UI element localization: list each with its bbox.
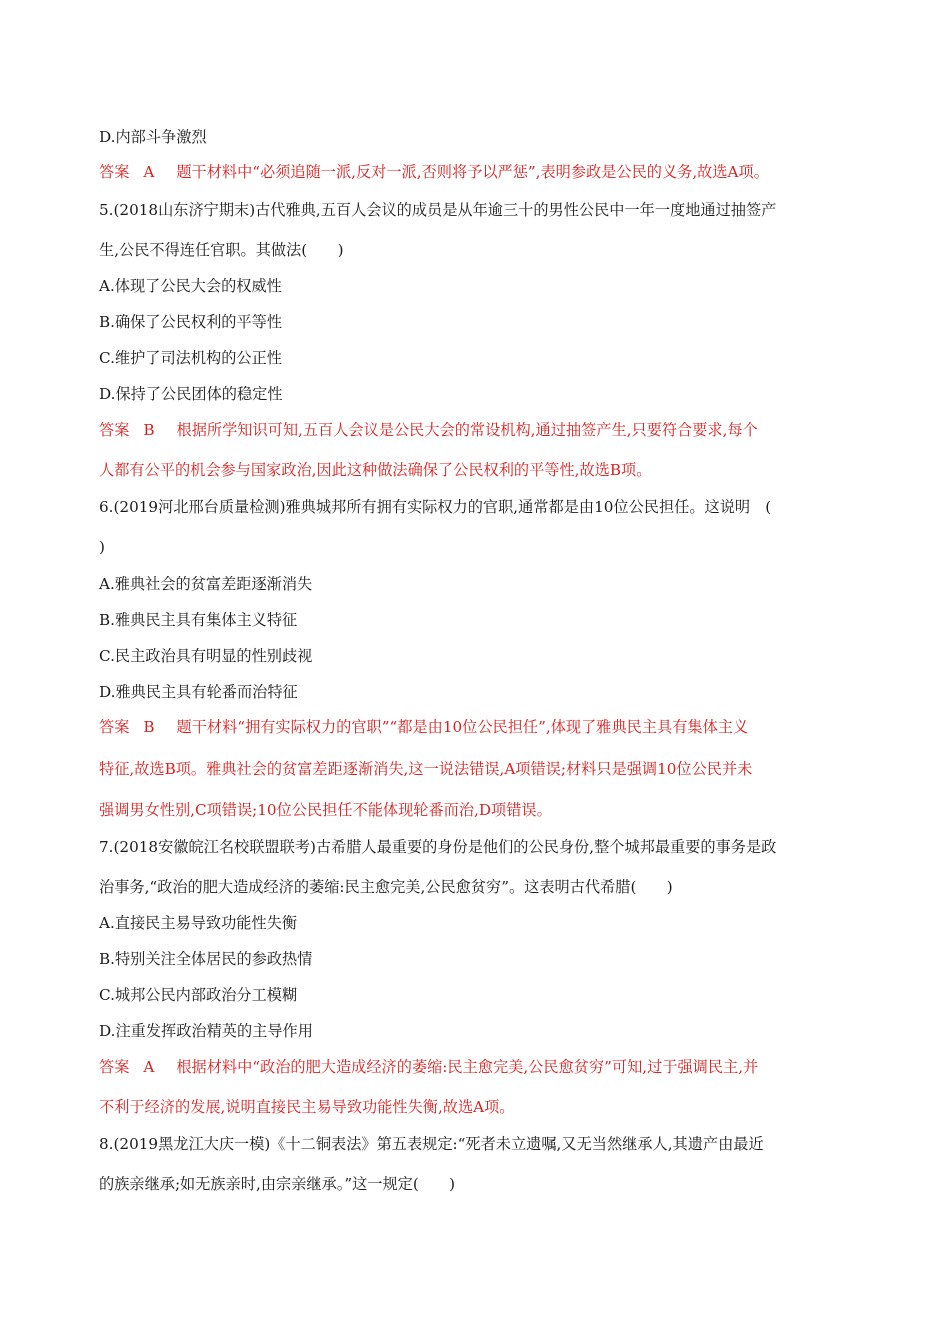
q6-answer-line-2: 特征,故选B项。雅典社会的贫富差距逐渐消失,这一说法错误,A项错误;材料只是强调10位公民并未 <box>99 760 753 778</box>
q7-stem-line-2: 治事务,“政治的肥大造成经济的萎缩:民主愈完美,公民愈贫穷”。这表明古代希腊( ) <box>99 878 673 896</box>
q6-stem-line-1: 6.(2019河北邢台质量检测)雅典城邦所有拥有实际权力的官职,通常都是由10位公民担任。这说明 ( <box>99 498 772 516</box>
answer-letter: B <box>143 421 155 439</box>
q4-answer <box>99 161 854 183</box>
q6-option-a: A.雅典社会的贫富差距逐渐消失 <box>99 575 313 593</box>
answer-letter: A <box>143 163 155 181</box>
q7-option-b: B.特别关注全体居民的参政热情 <box>99 950 313 968</box>
q5-option-c: C.维护了司法机构的公正性 <box>99 349 282 367</box>
q5-option-d: D.保持了公民团体的稳定性 <box>99 385 283 403</box>
q5-option-a: A.体现了公民大会的权威性 <box>99 277 282 295</box>
q7-option-c: C.城邦公民内部政治分工模糊 <box>99 986 298 1004</box>
q7-option-a: A.直接民主易导致功能性失衡 <box>99 914 298 932</box>
q8-stem-line-1: 8.(2019黑龙江大庆一模)《十二铜表法》第五表规定:“死者未立遗嘱,又无当然继承人,其遗产由最近 <box>99 1135 764 1153</box>
answer-label: 答案 <box>99 718 130 736</box>
answer-label: 答案 <box>99 1058 130 1076</box>
answer-label: 答案 <box>99 163 130 181</box>
q5-answer-line-2: 人都有公平的机会参与国家政治,因此这种做法确保了公民权利的平等性,故选B项。 <box>99 461 652 479</box>
q6-answer-line-1 <box>99 716 854 738</box>
q8-stem-line-2: 的族亲继承;如无族亲时,由宗亲继承。”这一规定( ) <box>99 1175 456 1193</box>
answer-letter: A <box>143 1058 155 1076</box>
answer-explanation: 题干材料“拥有实际权力的官职”“都是由10位公民担任”,体现了雅典民主具有集体主义 <box>176 718 749 736</box>
answer-label: 答案 <box>99 421 130 439</box>
answer-letter: B <box>143 718 155 736</box>
q7-answer-line-2: 不利于经济的发展,说明直接民主易导致功能性失衡,故选A项。 <box>99 1098 515 1116</box>
q6-option-d: D.雅典民主具有轮番而治特征 <box>99 683 298 701</box>
q6-stem-line-2: ) <box>99 538 105 556</box>
q5-option-b: B.确保了公民权利的平等性 <box>99 313 283 331</box>
q6-answer-line-3: 强调男女性别,C项错误;10位公民担任不能体现轮番而治,D项错误。 <box>99 801 552 819</box>
q7-option-d: D.注重发挥政治精英的主导作用 <box>99 1022 313 1040</box>
answer-explanation: 根据材料中“政治的肥大造成经济的萎缩:民主愈完美,公民愈贫穷”可知,过于强调民主,并 <box>176 1058 759 1076</box>
q7-stem-line-1: 7.(2018安徽皖江名校联盟联考)古希腊人最重要的身份是他们的公民身份,整个城邦最重要的事务是政 <box>99 838 777 856</box>
q5-stem-line-1: 5.(2018山东济宁期末)古代雅典,五百人会议的成员是从年逾三十的男性公民中一年一度地通过抽签产 <box>99 201 777 219</box>
q6-option-c: C.民主政治具有明显的性别歧视 <box>99 647 313 665</box>
q6-option-b: B.雅典民主具有集体主义特征 <box>99 611 298 629</box>
q5-answer-line-1 <box>99 419 854 441</box>
q4-option-d: D.内部斗争激烈 <box>99 128 207 146</box>
answer-explanation: 题干材料中“必须追随一派,反对一派,否则将予以严惩”,表明参政是公民的义务,故选A项。 <box>176 163 769 181</box>
q5-stem-line-2: 生,公民不得连任官职。其做法( ) <box>99 241 344 259</box>
answer-explanation: 根据所学知识可知,五百人会议是公民大会的常设机构,通过抽签产生,只要符合要求,每个 <box>176 421 758 439</box>
q7-answer-line-1 <box>99 1056 854 1078</box>
